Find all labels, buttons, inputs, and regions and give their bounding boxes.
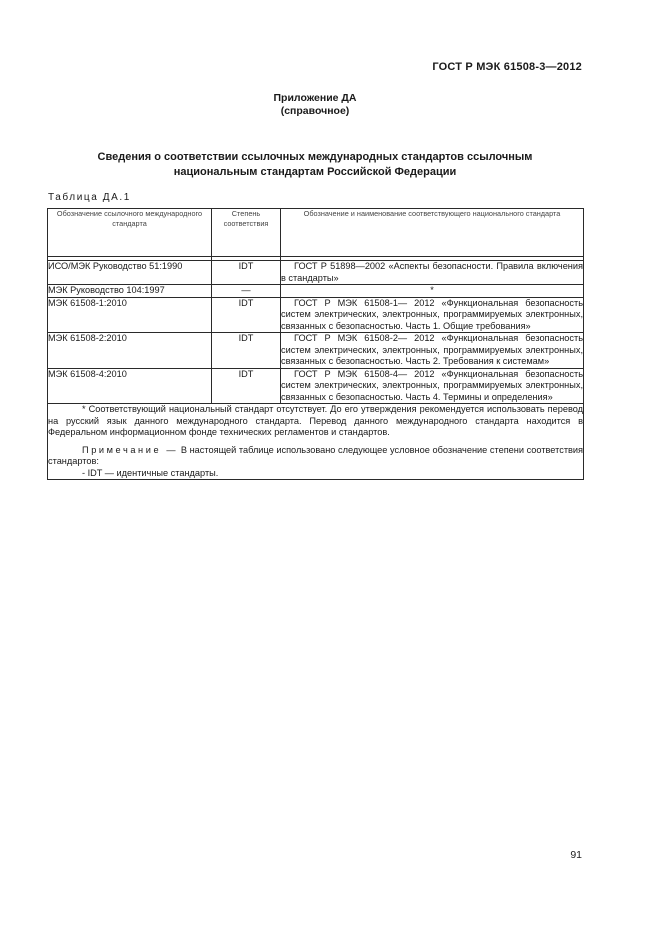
header-ref-standard: Обозначение ссылочного международного стандарта — [48, 209, 212, 257]
ref-standard-cell: МЭК 61508-2:2010 — [48, 333, 212, 369]
table-row — [48, 261, 584, 285]
table-header-row — [48, 209, 584, 257]
ref-standard-cell: МЭК 61508-4:2010 — [48, 368, 212, 404]
page-number: 91 — [570, 849, 582, 861]
table-caption: Таблица ДА.1 — [48, 192, 131, 203]
national-standard-cell: ГОСТ Р 51898—2002 «Аспекты безопасности. Правила включения в стандарты» — [281, 261, 583, 283]
section-title-line-1: Сведения о соответствии ссылочных международных стандартов ссылочным — [97, 151, 533, 163]
note-paragraph — [48, 445, 583, 468]
degree-cell: IDT — [212, 297, 281, 333]
document-code: ГОСТ Р МЭК 61508-3—2012 — [432, 61, 582, 73]
table-row — [48, 297, 584, 333]
degree-cell: — — [212, 285, 281, 298]
header-degree: Степень соответствия — [212, 209, 281, 257]
ref-standard-cell: МЭК 61508-1:2010 — [48, 297, 212, 333]
header-national-standard: Обозначение и наименование соответствующего национального стандарта — [281, 209, 584, 257]
national-standard-cell: ГОСТ Р МЭК 61508-4— 2012 «Функциональная безопасность систем электрических, электронных, программируемых электронных, связанных с безопасностью. Часть 4. Термины и определения» — [281, 368, 583, 402]
degree-cell: IDT — [212, 333, 281, 369]
table-footnote-cell — [48, 404, 584, 480]
table-footer-row — [48, 404, 584, 480]
table-row — [48, 285, 584, 298]
table-row — [48, 333, 584, 369]
correspondence-table — [47, 208, 584, 480]
degree-cell: IDT — [212, 368, 281, 404]
section-title — [60, 150, 570, 180]
note-item: - IDT — идентичные стандарты. — [82, 467, 219, 478]
note-label: Примечание — — [82, 444, 179, 455]
national-standard-cell: ГОСТ Р МЭК 61508-2— 2012 «Функциональная безопасность систем электрических, электронных, программируемых электронных, связанных с безопасностью. Часть 2. Требования к системам» — [281, 333, 583, 366]
degree-cell: IDT — [212, 261, 281, 285]
ref-standard-cell: МЭК Руководство 104:1997 — [48, 285, 212, 298]
footnote-text: * Соответствующий национальный стандарт отсутствует. До его утверждения рекомендуется использовать перевод на русский язык данного международного стандарта. Перевод данного международного стандарта находится в Федеральном информационном фонде технических регламентов и стандартов. — [48, 404, 583, 437]
table-row — [48, 368, 584, 404]
national-standard-cell: ГОСТ Р МЭК 61508-1— 2012 «Функциональная безопасность систем электрических, электронных, программируемых электронных, связанных с безопасностью. Часть 1. Общие требования» — [281, 297, 583, 331]
note-text: В настоящей таблице использовано следующее условное обозначение степени соответствия стандартов: — [48, 444, 584, 466]
section-title-line-2: национальным стандартам Российской Федерации — [173, 166, 457, 178]
national-standard-cell: * — [281, 285, 584, 298]
ref-standard-cell: ИСО/МЭК Руководство 51:1990 — [48, 261, 212, 285]
annex-subtitle: (справочное) — [280, 105, 350, 117]
annex-title: Приложение ДА — [273, 92, 357, 104]
